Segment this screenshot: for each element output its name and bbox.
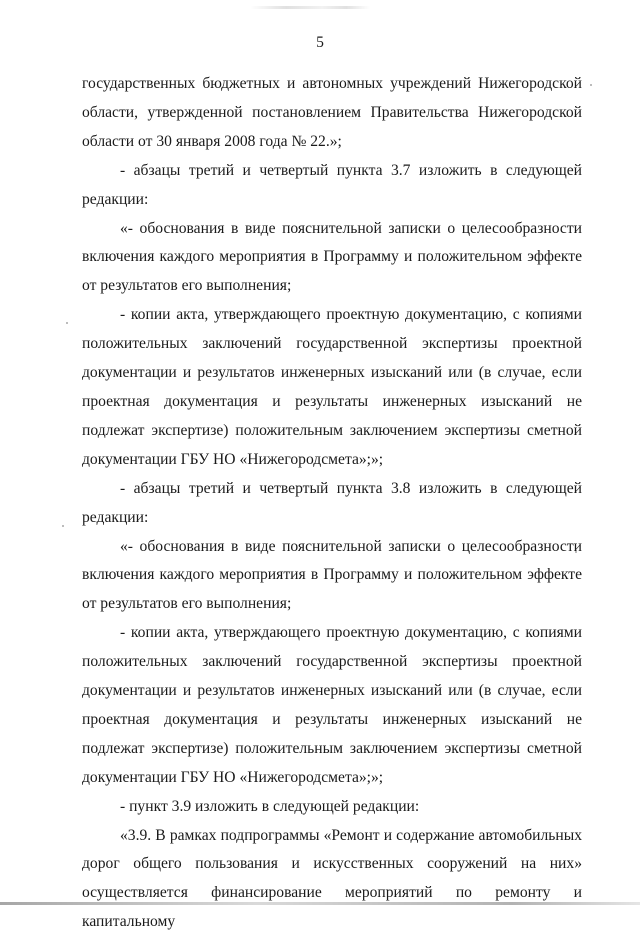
scan-speck [62,525,64,527]
page-number: 5 [316,34,324,51]
paragraph-item-3-9: «3.9. В рамках подпрограммы «Ремонт и содержание автомобильных дорог общего пользования и искусственных сооружений на них» осуществляется финансирование мероприятий по ремонту и капитальному [82,826,582,931]
paragraph-amendment-3-8: - абзацы третий и четвертый пункта 3.8 изложить в следующей редакции: [82,479,582,526]
scan-smudge [250,6,370,9]
scan-speck [66,322,68,324]
paragraph-continuation: государственных бюджетных и автономных учреждений Нижегородской области, утвержденной постановлением Правительства Нижегородской области от 30 января 2008 года № 22.»; [82,75,582,150]
scan-speck [590,84,592,86]
paragraph-documents-3-7: - копии акта, утверждающего проектную документацию, с копиями положительных заключений государственной экспертизы проектной документации и результатов инженерных изысканий или (в случае, если проектная документация и результаты инженерных изысканий не подлежат экспертизе) положительным заключением экспертизы сметной документации ГБУ НО «Нижегородсмета»;»; [82,306,582,468]
paragraph-justification-3-8: «- обоснования в виде пояснительной записки о целесообразности включения каждого мероприятия в Программу и положительном эффекте от результатов его выполнения; [82,537,582,613]
paragraph-amendment-3-7: - абзацы третий и четвертый пункта 3.7 изложить в следующей редакции: [82,161,582,208]
paragraph-documents-3-8: - копии акта, утверждающего проектную документацию, с копиями положительных заключений государственной экспертизы проектной документации и результатов инженерных изысканий или (в случае, если проектная документация и результаты инженерных изысканий не подлежат экспертизе) положительным заключением экспертизы сметной документации ГБУ НО «Нижегородсмета»;»; [82,624,582,786]
paragraph-amendment-3-9: - пункт 3.9 изложить в следующей редакции: [120,797,420,815]
scan-speck [575,551,577,553]
paragraph-justification-3-7: «- обоснования в виде пояснительной записки о целесообразности включения каждого мероприятия в Программу и положительном эффекте от результатов его выполнения; [82,219,582,295]
document-body [82,70,582,937]
